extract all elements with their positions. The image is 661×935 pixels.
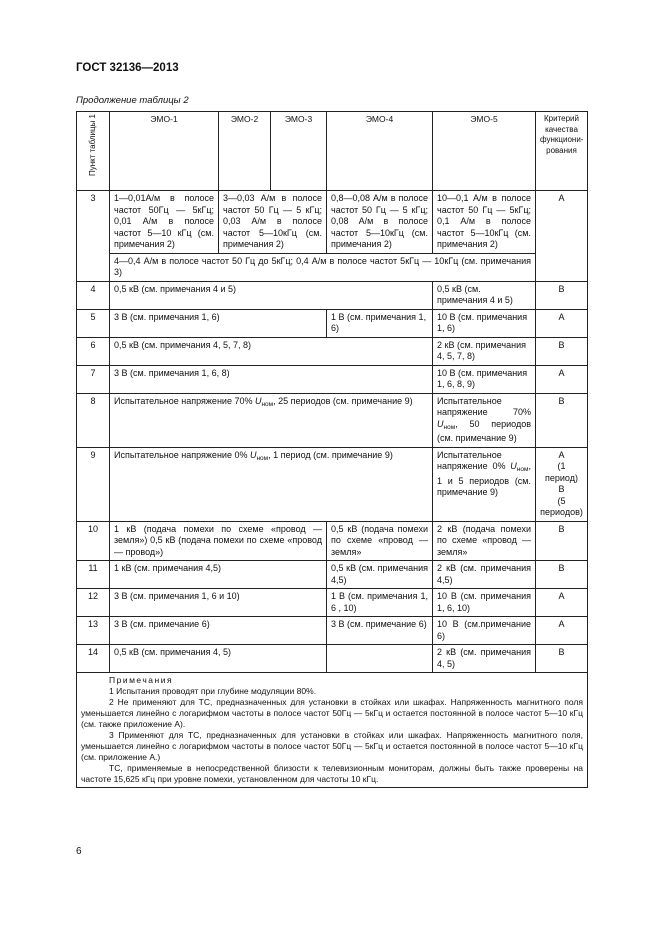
- cell-emo1: 1—0,01А/м в полосе частот 50Гц — 5кГц; 0,01 А/м в полосе частот 5—10 кГц (см. примечания 2): [110, 191, 219, 254]
- cell-criterion: В: [536, 521, 588, 561]
- cell-criterion: В: [536, 561, 588, 589]
- note-1: 1 Испытания проводят при глубине модуляции 80%.: [109, 686, 317, 696]
- notes-heading: Примечания: [109, 675, 174, 685]
- header-criterion: Критерий качества функциони-рования: [536, 112, 588, 191]
- notes-cell: [77, 673, 588, 788]
- row-number: 11: [77, 561, 110, 589]
- table-row: [77, 447, 588, 521]
- cell-emo5: 10 В (см.примечание 6): [433, 617, 536, 645]
- cell-emo1-4: 0,5 кВ (см. примечания 4 и 5): [110, 281, 433, 309]
- row-number: 14: [77, 645, 110, 673]
- cell-emo4: 3 В (см. примечание 6): [327, 617, 433, 645]
- table-row: [77, 253, 588, 281]
- table-row: [77, 281, 588, 309]
- note-2: 2 Не применяют для ТС, предназначенных для установки в стойках или шкафах. Напряженность магнитного поля уменьшается линейно с логарифмом частоты в полосе частот 50Гц — 5кГц и остается постоянной в полосе частот 5—10 кГц (см. также приложение А).: [81, 697, 583, 729]
- row-number: 3: [77, 191, 110, 282]
- cell-emo5: 0,5 кВ (см. примечания 4 и 5): [433, 281, 536, 309]
- cell-emo1-3: 3 В (см. примечания 1, 6): [110, 309, 327, 337]
- table-row: [77, 309, 588, 337]
- cell-emo5: 10 В (см. примечания 1, 6, 8, 9): [433, 365, 536, 393]
- table-row: [77, 645, 588, 673]
- cell-emo1-4: 0,5 кВ (см. примечания 4, 5, 7, 8): [110, 337, 433, 365]
- row-number: 10: [77, 521, 110, 561]
- header-emo4: ЭМО-4: [327, 112, 433, 191]
- cell-criterion: А: [536, 589, 588, 617]
- table-row: [77, 365, 588, 393]
- table-row: [77, 617, 588, 645]
- header-emo3: ЭМО-3: [271, 112, 327, 191]
- cell-emo1-3: 1 кВ (подача помехи по схеме «провод — земля») 0,5 кВ (подача помехи по схеме «провод — провод»): [110, 521, 327, 561]
- header-point: Пункт таблицы 1: [77, 112, 110, 191]
- cell-emo4: 0,5 кВ (подача помехи по схеме «провод — земля»: [327, 521, 433, 561]
- cell-emo5: 2 кВ (см. примечания 4, 5): [433, 645, 536, 673]
- cell-emo1-3: 1 кВ (см. примечания 4,5): [110, 561, 327, 589]
- cell-criterion: А: [536, 191, 588, 282]
- cell-emo4: 0,5 кВ (см. примечания 4,5): [327, 561, 433, 589]
- standard-designation: ГОСТ 32136—2013: [76, 62, 179, 74]
- cell-emo1-3: 0,5 кВ (см. примечания 4, 5): [110, 645, 327, 673]
- cell-emo4: [327, 645, 433, 673]
- notes-row: [77, 673, 588, 788]
- row-number: 4: [77, 281, 110, 309]
- table-row: [77, 561, 588, 589]
- row-number: 8: [77, 393, 110, 447]
- cell-emo5: 10 В (см. примечания 1, 6, 10): [433, 589, 536, 617]
- cell-emo4: 1 В (см. примечания 1, 6): [327, 309, 433, 337]
- cell-emo1-4: Испытательное напряжение 70% $U_{ном}$, 25 периодов (см. примечание 9): [110, 393, 433, 447]
- cell-criterion: В: [536, 393, 588, 447]
- cell-criterion: А (1 период) В (5 периодов): [536, 447, 588, 521]
- cell-emo2-3: 3—0,03 А/м в полосе частот 50 Гц — 5 кГц; 0,03 А/м в полосе частот 5—10кГц (см. примечания 2): [219, 191, 327, 254]
- header-emo1: ЭМО-1: [110, 112, 219, 191]
- table-row: [77, 521, 588, 561]
- header-emo5: ЭМО-5: [433, 112, 536, 191]
- cell-emo5: 2 кВ (см. примечания 4, 5, 7, 8): [433, 337, 536, 365]
- table-row: [77, 191, 588, 254]
- cell-criterion: В: [536, 645, 588, 673]
- row-number: 9: [77, 447, 110, 521]
- cell-emo1-3: 3 В (см. примечание 6): [110, 617, 327, 645]
- cell-criterion: В: [536, 281, 588, 309]
- note-4: ТС, применяемые в непосредственной близости к телевизионным мониторам, должны быть также проверены на частоте 15,625 кГц при уровне помехи, установленном для частоты 10 кГц.: [81, 763, 583, 784]
- row-number: 5: [77, 309, 110, 337]
- row-number: 6: [77, 337, 110, 365]
- cell-emo5: 10—0,1 А/м в полосе частот 50 Гц — 5кГц; 0,1 А/м в полосе частот 5—10кГц (см. примечания 2): [433, 191, 536, 254]
- cell-emo1-4: 3 В (см. примечания 1, 6, 8): [110, 365, 433, 393]
- table-continuation-caption: Продолжение таблицы 2: [76, 95, 189, 106]
- cell-criterion: В: [536, 337, 588, 365]
- cell-emo5: 2 кВ (подача помехи по схеме «провод — земля»: [433, 521, 536, 561]
- cell-criterion: А: [536, 617, 588, 645]
- cell-emo-extra: 4—0,4 А/м в полосе частот 50 Гц до 5кГц; 0,4 А/м в полосе частот 5кГц — 10кГц (см. примечания 3): [110, 253, 536, 281]
- header-emo2: ЭМО-2: [219, 112, 271, 191]
- cell-emo5: Испытательное напряжение 70% $U_{ном}$, 50 периодов (см. примечание 9): [433, 393, 536, 447]
- header-row: [77, 112, 588, 191]
- row-number: 7: [77, 365, 110, 393]
- requirements-table: [76, 111, 588, 788]
- page-number: 6: [76, 846, 82, 857]
- cell-criterion: А: [536, 309, 588, 337]
- row-number: 13: [77, 617, 110, 645]
- cell-emo5: 10 В (см. примечания 1, 6): [433, 309, 536, 337]
- table-row: [77, 337, 588, 365]
- row-number: 12: [77, 589, 110, 617]
- table-row: [77, 393, 588, 447]
- cell-emo4: 1 В (см. примечания 1, 6 , 10): [327, 589, 433, 617]
- table-row: [77, 589, 588, 617]
- note-3: 3 Применяют для ТС, предназначенных для установки в стойках или шкафах. Напряженность магнитного поля, уменьшается линейно с логарифмом частоты в полосе частот 50Гц — 5кГц и остается постоянной в полосе частот 5—10 кГц (см. приложение А.): [81, 730, 583, 762]
- cell-emo4: 0,8—0,08 А/м в полосе частот 50 Гц — 5 кГц; 0,08 А/м в полосе частот 5—10кГц (см. примечания 2): [327, 191, 433, 254]
- cell-emo1-3: 3 В (см. примечания 1, 6 и 10): [110, 589, 327, 617]
- cell-emo5: 2 кВ (см. примечания 4,5): [433, 561, 536, 589]
- cell-emo5: Испытательное напряжение 0% $U_{ном}$, 1 и 5 периодов (см. примечание 9): [433, 447, 536, 521]
- cell-emo1-4: Испытательное напряжение 0% $U_{ном}$, 1 период (см. примечание 9): [110, 447, 433, 521]
- cell-criterion: А: [536, 365, 588, 393]
